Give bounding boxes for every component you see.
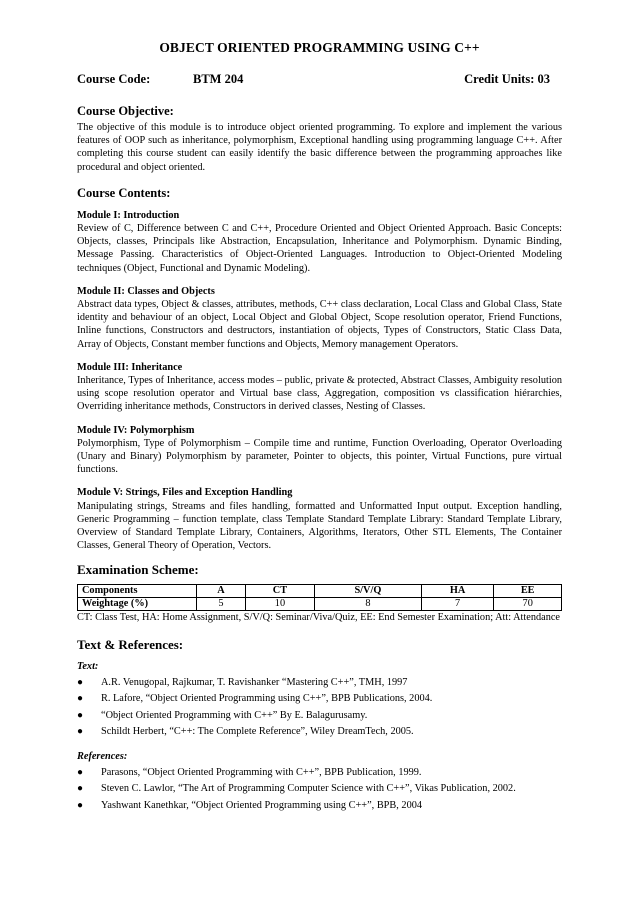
objective-heading: Course Objective: bbox=[77, 104, 174, 118]
exam-cell: 10 bbox=[245, 598, 314, 611]
module-4 bbox=[77, 424, 562, 477]
list-item: ● “Object Oriented Programming with C++” By E. Balagurusamy. bbox=[77, 708, 562, 725]
bullet-icon: ● bbox=[77, 799, 84, 811]
references-list bbox=[77, 765, 562, 815]
module-text: Polymorphism, Type of Polymorphism – Compile time and runtime, Function Overloading, Operator Overloading (Unary and Binary) Polymorphism by parameter, Pointer to objects, this pointer, Virtual Functions, pure virtual functions. bbox=[77, 437, 562, 476]
list-item: ● Yashwant Kanethkar, “Object Oriented Programming using C++”, BPB, 2004 bbox=[77, 798, 562, 815]
exam-section bbox=[77, 562, 562, 624]
exam-heading: Examination Scheme: bbox=[77, 562, 199, 578]
exam-header-cell: Components bbox=[78, 585, 197, 598]
bullet-icon: ● bbox=[77, 676, 84, 688]
course-code-value: BTM 204 bbox=[193, 72, 244, 86]
module-text: Inheritance, Types of Inheritance, access modes – public, private & protected, Abstract Classes, Ambiguity resolution using scope resolution operator and Virtual base class, Aggregation, composition vs classification hiérarchies, Overriding inheritance methods, Constructors in derived classes, Nesting of Classes. bbox=[77, 375, 562, 413]
module-3 bbox=[77, 361, 562, 414]
exam-table bbox=[77, 584, 562, 611]
syllabus-page bbox=[77, 40, 562, 826]
objective-text: The objective of this module is to introduce object oriented programming. To explore and implement the various features of OOP such as inheritance, polymorphism, Exceptional handling using programming language C++. After completing this course student can easily identify the basic difference between the programming approaches like procedural and object oriented. bbox=[77, 122, 562, 173]
exam-weight-row bbox=[78, 598, 562, 611]
bullet-icon: ● bbox=[77, 693, 84, 705]
references-section bbox=[77, 637, 562, 815]
module-2 bbox=[77, 285, 562, 351]
list-item: ● Steven C. Lawlor, “The Art of Programming Computer Science with C++”, Vikas Publication, 2002. bbox=[77, 781, 562, 798]
module-5 bbox=[77, 486, 562, 552]
module-title: Module IV: Polymorphism bbox=[77, 424, 195, 436]
module-title: Module V: Strings, Files and Exception Handling bbox=[77, 487, 293, 499]
exam-cell: 5 bbox=[197, 598, 246, 611]
exam-note: CT: Class Test, HA: Home Assignment, S/V/Q: Seminar/Viva/Quiz, EE: End Semester Examination; Att: Attendance bbox=[77, 612, 560, 624]
module-title: Module I: Introduction bbox=[77, 209, 180, 221]
bullet-icon: ● bbox=[77, 709, 84, 721]
course-code-row bbox=[77, 72, 562, 90]
credit-units: Credit Units: 03 bbox=[464, 72, 550, 86]
module-text: Manipulating strings, Streams and files handling, formatted and Unformatted Input output. Exception handling, Generic Programming – function template, class Template Standard Template Library: Standard Template Library, Overview of Standard Template Library, Containers, Algorithms, Iterators, Other STL Elements, The Container Classes, General Theory of Operation, Vectors. bbox=[77, 500, 562, 552]
text-label: Text: bbox=[77, 660, 99, 672]
exam-cell: 7 bbox=[421, 598, 494, 611]
exam-header-cell: S/V/Q bbox=[315, 585, 422, 598]
module-title: Module II: Classes and Objects bbox=[77, 285, 215, 297]
course-code-label: Course Code: bbox=[77, 72, 151, 86]
bullet-icon: ● bbox=[77, 726, 84, 738]
list-item: ● Parasons, “Object Oriented Programming with C++”, BPB Publication, 1999. bbox=[77, 765, 562, 782]
exam-header-cell: CT bbox=[245, 585, 314, 598]
contents-section bbox=[77, 186, 562, 553]
exam-header-cell: EE bbox=[494, 585, 562, 598]
list-item: ● Schildt Herbert, “C++: The Complete Reference”, Wiley DreamTech, 2005. bbox=[77, 724, 562, 741]
module-text: Review of C, Difference between C and C++, Procedure Oriented and Object Oriented Approach. Basic Concepts: Objects, classes, Principals like Abstraction, Encapsulation, Inheritance and Polymorphism. Dynamic Binding, Message Passing. Characteristics of Object-Oriented Languages. Introduction to Object-Oriented Modeling techniques (Object, Functional and Dynamic Modeling). bbox=[77, 223, 562, 274]
objective-section bbox=[77, 104, 562, 174]
exam-header-row bbox=[78, 585, 562, 598]
page-title: OBJECT ORIENTED PROGRAMMING USING C++ bbox=[159, 40, 480, 55]
text-list bbox=[77, 675, 562, 741]
list-item: ● A.R. Venugopal, Rajkumar, T. Ravishanker “Mastering C++”, TMH, 1997 bbox=[77, 675, 562, 692]
exam-header-cell: HA bbox=[421, 585, 494, 598]
exam-cell: 8 bbox=[315, 598, 422, 611]
exam-cell: Weightage (%) bbox=[78, 598, 197, 611]
list-item: ● R. Lafore, “Object Oriented Programming using C++”, BPB Publications, 2004. bbox=[77, 691, 562, 708]
module-title: Module III: Inheritance bbox=[77, 361, 183, 373]
references-heading: Text & References: bbox=[77, 636, 184, 652]
module-text: Abstract data types, Object & classes, attributes, methods, C++ class declaration, Local Class and Global Class, State identity and behaviour of an object, Local Object and Global Object, Scope resolution operator, Friend Functions, Inline functions, Constructors and destructors, instantiation of objects, Types of Constructors, Static Class Data, Array of Objects, Constant member functions and Objects, Memory management Operators. bbox=[77, 299, 562, 350]
module-1 bbox=[77, 209, 562, 275]
bullet-icon: ● bbox=[77, 766, 84, 778]
exam-cell: 70 bbox=[494, 598, 562, 611]
references-label: References: bbox=[77, 750, 128, 762]
exam-header-cell: A bbox=[197, 585, 246, 598]
bullet-icon: ● bbox=[77, 783, 84, 795]
contents-heading: Course Contents: bbox=[77, 185, 171, 200]
